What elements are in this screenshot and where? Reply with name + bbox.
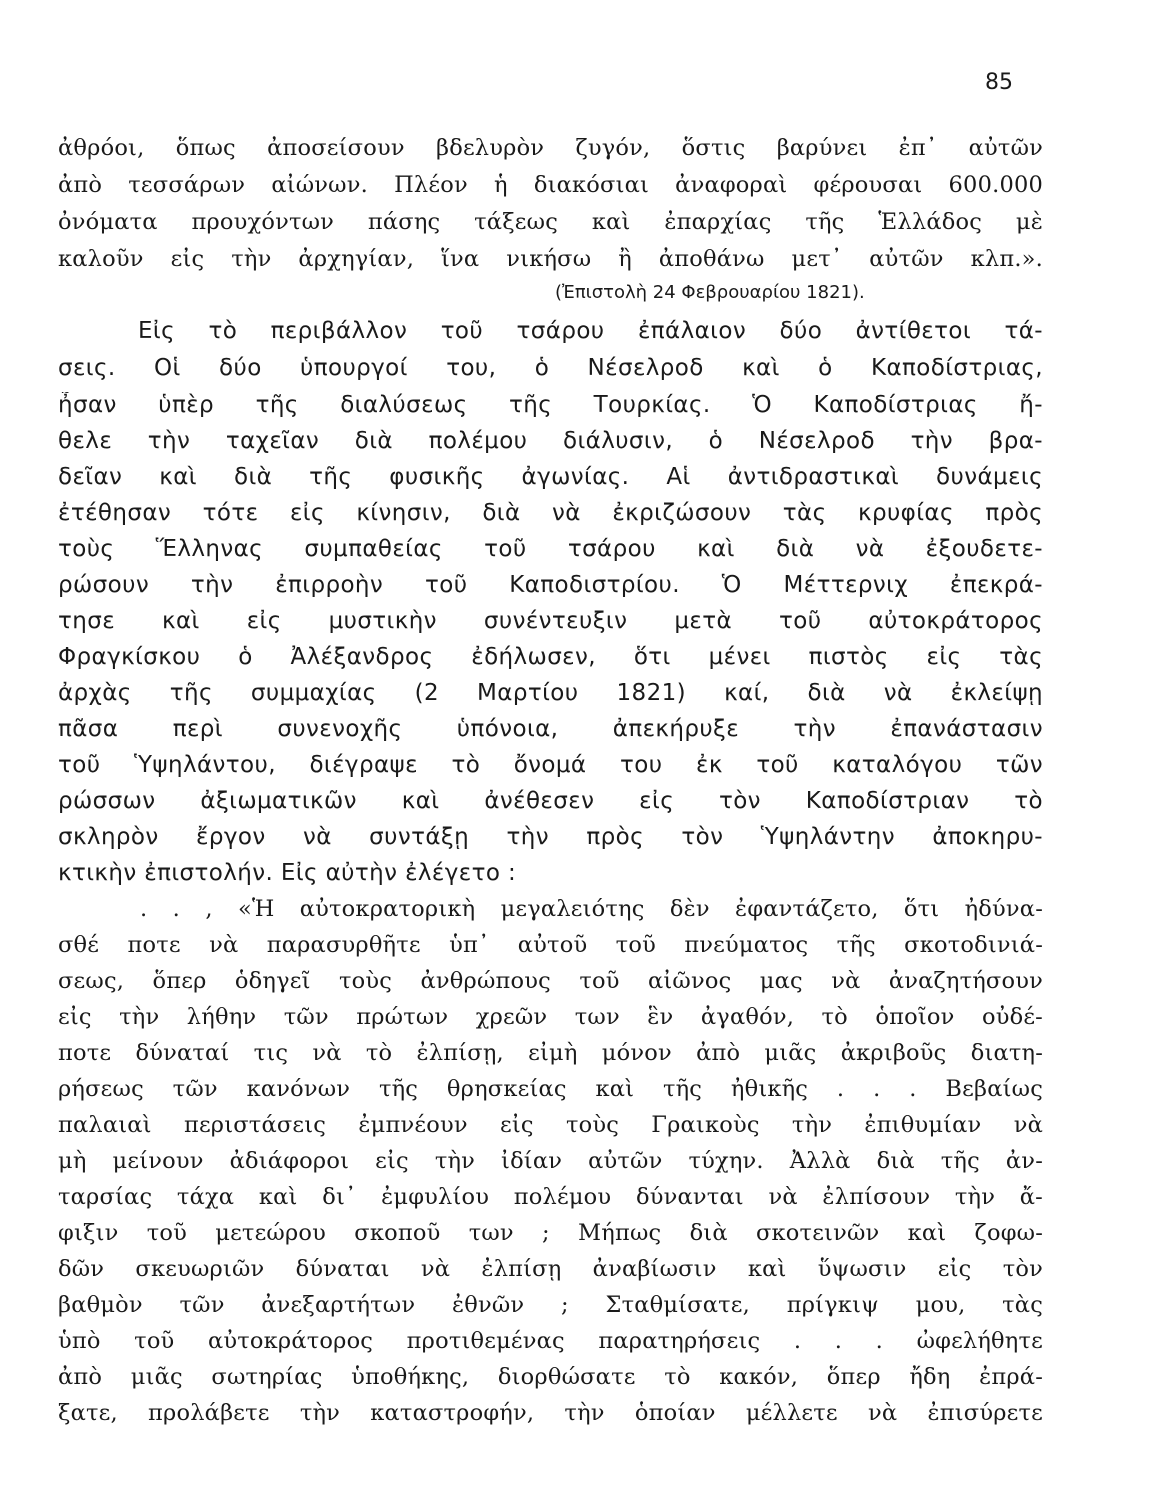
body-line: ἦσαν ὑπὲρ τῆς διαλύσεως τῆς Τουρκίας. Ὁ Καποδίστριας ἤ-: [58, 392, 1043, 418]
body-line: σκληρὸν ἔργον νὰ συντάξῃ τὴν πρὸς τὸν Ὑψηλάντην ἀποκηρυ-: [58, 824, 1043, 850]
quote-line: βαθμὸν τῶν ἀνεξαρτήτων ἐθνῶν ; Σταθμίσατε, πρίγκιψ μου, τὰς: [58, 1292, 1043, 1318]
body-line: τοὺς Ἕλληνας συμπαθείας τοῦ τσάρου καὶ διὰ νὰ ἐξουδετε-: [58, 536, 1043, 562]
quote-line: μὴ μείνουν ἀδιάφοροι εἰς τὴν ἰδίαν αὐτῶν τύχην. Ἀλλὰ διὰ τῆς ἀν-: [58, 1148, 1043, 1174]
quote-line: . . , «Ἡ αὐτοκρατορικὴ μεγαλειότης δὲν ἐφαντάζετο, ὅτι ἠδύνα-: [140, 896, 1043, 922]
body-line: ρώσσων ἀξιωματικῶν καὶ ἀνέθεσεν εἰς τὸν Καποδίστριαν τὸ: [58, 788, 1043, 814]
page-number: 85: [985, 70, 1013, 95]
body-line: ἐτέθησαν τότε εἰς κίνησιν, διὰ νὰ ἐκριζώσουν τὰς κρυφίας πρὸς: [58, 500, 1043, 526]
body-line: σεις. Οἱ δύο ὑπουργοί του, ὁ Νέσελροδ καὶ ὁ Καποδίστριας,: [58, 355, 1043, 381]
quote-line: ξατε, προλάβετε τὴν καταστροφήν, τὴν ὁποίαν μέλλετε νὰ ἐπισύρετε: [58, 1400, 1043, 1426]
quote-line: ἀπὸ μιᾶς σωτηρίας ὑποθήκης, διορθώσατε τὸ κακόν, ὅπερ ἤδη ἐπρά-: [58, 1364, 1043, 1390]
quote-line: ταρσίας τάχα καὶ δι᾿ ἐμφυλίου πολέμου δύνανται νὰ ἐλπίσουν τὴν ἄ-: [58, 1184, 1043, 1210]
body-line: ρώσουν τὴν ἐπιρροὴν τοῦ Καποδιστρίου. Ὁ Μέττερνιχ ἐπεκρά-: [58, 572, 1043, 598]
body-line: κτικὴν ἐπιστολήν. Εἰς αὐτὴν ἐλέγετο :: [58, 860, 517, 886]
body-line: Εἰς τὸ περιβάλλον τοῦ τσάρου ἐπάλαιον δύο ἀντίθετοι τά-: [138, 318, 1043, 344]
body-line: πᾶσα περὶ συνενοχῆς ὑπόνοια, ἀπεκήρυξε τὴν ἐπανάστασιν: [58, 716, 1043, 742]
quote-line: ποτε δύναταί τις νὰ τὸ ἐλπίσῃ, εἰμὴ μόνον ἀπὸ μιᾶς ἀκριβοῦς διατη-: [58, 1040, 1043, 1066]
quote-top-line: ὀνόματα προυχόντων πάσης τάξεως καὶ ἐπαρχίας τῆς Ἑλλάδος μὲ: [58, 209, 1043, 235]
quote-line: ὑπὸ τοῦ αὐτοκράτορος προτιθεμένας παρατηρήσεις . . . ὠφελήθητε: [58, 1328, 1043, 1354]
quote-line: εἰς τὴν λήθην τῶν πρώτων χρεῶν των ἓν ἀγαθόν, τὸ ὁποῖον οὐδέ-: [58, 1004, 1043, 1030]
body-line: τησε καὶ εἰς μυστικὴν συνέντευξιν μετὰ τοῦ αὐτοκράτορος: [58, 608, 1043, 634]
quote-line: δῶν σκευωριῶν δύναται νὰ ἐλπίσῃ ἀναβίωσιν καὶ ὕψωσιν εἰς τὸν: [58, 1256, 1043, 1282]
quote-top-line: ἀθρόοι, ὅπως ἀποσείσουν βδελυρὸν ζυγόν, ὅστις βαρύνει ἐπ᾿ αὐτῶν: [58, 135, 1043, 161]
body-line: δεῖαν καὶ διὰ τῆς φυσικῆς ἀγωνίας. Αἱ ἀντιδραστικαὶ δυνάμεις: [58, 464, 1043, 490]
quote-top-line: ἀπὸ τεσσάρων αἰώνων. Πλέον ἡ διακόσιαι ἀναφοραὶ φέρουσαι 600.000: [58, 172, 1043, 198]
body-line: Φραγκίσκου ὁ Ἀλέξανδρος ἐδήλωσεν, ὅτι μένει πιστὸς εἰς τὰς: [58, 644, 1043, 670]
body-line: τοῦ Ὑψηλάντου, διέγραψε τὸ ὄνομά του ἐκ τοῦ καταλόγου τῶν: [58, 752, 1043, 778]
body-line: θελε τὴν ταχεῖαν διὰ πολέμου διάλυσιν, ὁ Νέσελροδ τὴν βρα-: [58, 428, 1043, 454]
citation: (Ἐπιστολὴ 24 Φεβρουαρίου 1821).: [555, 282, 865, 303]
body-line: ἀρχὰς τῆς συμμαχίας (2 Μαρτίου 1821) καί, διὰ νὰ ἐκλείψῃ: [58, 680, 1043, 706]
quote-line: σθέ ποτε νὰ παρασυρθῆτε ὑπ᾿ αὐτοῦ τοῦ πνεύματος τῆς σκοτοδινιά-: [58, 932, 1043, 958]
quote-line: ρήσεως τῶν κανόνων τῆς θρησκείας καὶ τῆς ἠθικῆς . . . Βεβαίως: [58, 1076, 1043, 1102]
quote-top-line: καλοῦν εἰς τὴν ἀρχηγίαν, ἵνα νικήσω ἢ ἀποθάνω μετ᾿ αὐτῶν κλπ.».: [58, 246, 1043, 272]
quote-line: παλαιαὶ περιστάσεις ἐμπνέουν εἰς τοὺς Γραικοὺς τὴν ἐπιθυμίαν νὰ: [58, 1112, 1043, 1138]
quote-line: φιξιν τοῦ μετεώρου σκοποῦ των ; Μήπως διὰ σκοτεινῶν καὶ ζοφω-: [58, 1220, 1043, 1246]
quote-line: σεως, ὅπερ ὁδηγεῖ τοὺς ἀνθρώπους τοῦ αἰῶνος μας νὰ ἀναζητήσουν: [58, 968, 1043, 994]
